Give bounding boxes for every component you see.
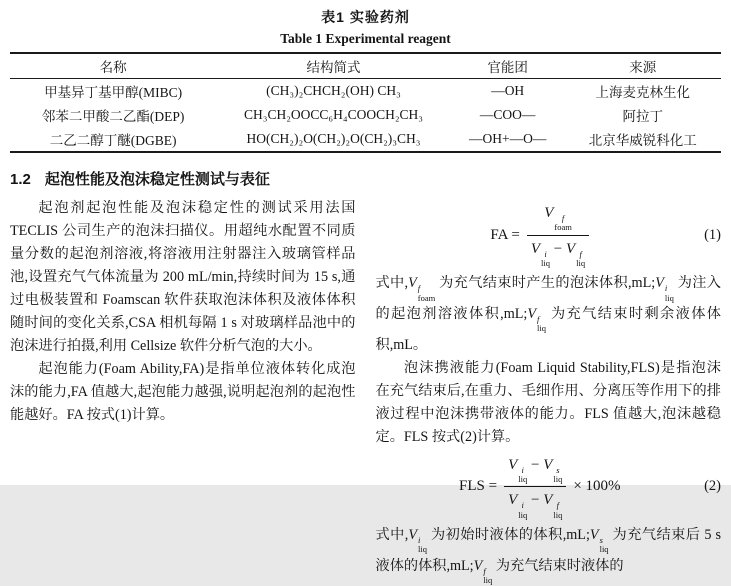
reagent-group: —COO—: [479, 107, 536, 122]
math-variable: V s liq: [589, 527, 609, 555]
equation-fa-number: (1): [704, 226, 721, 243]
section-title: 起泡性能及泡沫稳定性测试与表征: [44, 171, 270, 188]
section-number: 1.2: [10, 171, 31, 188]
math-variable: V i liq: [408, 527, 427, 555]
reagent-name: 邻苯二甲酸二乙酯(DEP): [41, 109, 185, 124]
reagent-name: 二乙二醇丁醚(DGBE): [49, 133, 177, 148]
reagent-source: 阿拉丁: [622, 109, 664, 124]
column-header-source: 来源: [565, 53, 721, 79]
equation-fls-number: (2): [704, 478, 721, 495]
table-row: [10, 127, 721, 152]
math-variable: V f liq: [543, 492, 563, 520]
paragraph-fa-definition: 起泡能力(Foam Ability,FA)是指单位液体转化成泡沫的能力,FA 值越大,起泡能力越强,说明起泡剂的起泡性能越好。FA 按式(1)计算。: [10, 361, 356, 423]
reagent-formula: CH₃CH₂OOCC₆H₄COOCH₂CH₃: [243, 107, 423, 122]
math-variable: V f liq: [527, 306, 547, 334]
equation-fls: [376, 454, 722, 520]
table-row: [10, 79, 721, 104]
math-variable: V f liq: [473, 557, 493, 586]
math-variable: V f liq: [566, 240, 586, 269]
paragraph-fls-where: 式中,V i liq 为初始时液体的体积,mL;V s liq 为充气结束后 5 s 液体的体积,mL;V f liq 为充气结束时液体的: [375, 527, 721, 586]
table-header-row: [10, 53, 721, 79]
equation-fls-body: FLS = V i liq − V s liq V i liq − V f liq × 100%: [376, 454, 705, 520]
fraction: V i liq − V s liq V i liq − V f liq: [504, 454, 566, 520]
paragraph-fls-definition: 泡沫携液能力(Foam Liquid Stability,FLS)是指泡沫在充气结束后,在重力、毛细作用、分离压等作用下的排液过程中泡沫携带液体的能力。FLS 值越大,泡沫越稳定。FLS 按式(2)计算。: [375, 359, 721, 445]
column-header-group: 官能团: [451, 53, 565, 79]
math-variable: V i liq: [530, 240, 551, 269]
table-row: [10, 103, 721, 127]
math-variable: V i liq: [508, 456, 528, 485]
reagent-source: 北京华威锐科化工: [588, 133, 697, 148]
two-column-body: [10, 197, 721, 586]
reagent-table: [10, 52, 721, 153]
reagent-group: —OH: [491, 83, 525, 98]
reagent-source: 上海麦克林生化: [595, 85, 691, 100]
equation-fa-body: FA = V f foam V i liq − V f liq: [376, 202, 705, 268]
left-column: [10, 197, 356, 586]
right-column: [376, 197, 722, 586]
table-caption-zh: 表1 实验药剂: [321, 9, 410, 25]
reagent-formula: (CH₃)₂CHCH₂(OH) CH₃: [266, 83, 401, 98]
math-variable: V i liq: [655, 275, 674, 303]
reagent-name: 甲基异丁基甲醇(MIBC): [44, 85, 183, 100]
fraction: V f foam V i liq − V f liq: [527, 202, 589, 268]
paragraph-fa-where: 式中,V f foam 为充气结束时产生的泡沫体积,mL;V i liq 为注入的起泡剂溶液体积,mL;V f liq 为充气结束时剩余液体体积,mL。: [375, 275, 721, 353]
reagent-group: —OH+—O—: [469, 131, 547, 146]
math-variable: V s liq: [543, 456, 563, 485]
equation-fa: [376, 202, 722, 268]
math-variable: V i liq: [508, 492, 528, 520]
math-variable: V f foam: [408, 275, 436, 303]
paragraph-method: 起泡剂起泡性能及泡沫稳定性的测试采用法国 TECLIS 公司生产的泡沫扫描仪。用超纯水配置不同质量分数的起泡剂溶液,将溶液用注射器注入玻璃管样品池,设置充气气体流量为 200 mL/min,持续时间为 15 s,通过电极装置和 Foamscan 软件获取泡沫体积及液体体积随时间的变化关系,CSA 相机每隔 1 s 对玻璃样品池中的泡沫进行拍摄,利用 Cellsize 软件分析气泡的大小。: [10, 200, 356, 354]
math-variable: V f foam: [544, 205, 572, 233]
section-heading: [10, 168, 721, 189]
column-header-formula: 结构简式: [216, 53, 451, 79]
reagent-formula: HO(CH₂)₂O(CH₂)₂O(CH₂)₃CH₃: [246, 131, 421, 146]
column-header-name: 名称: [10, 53, 216, 79]
table-caption-en: Table 1 Experimental reagent: [280, 31, 451, 46]
